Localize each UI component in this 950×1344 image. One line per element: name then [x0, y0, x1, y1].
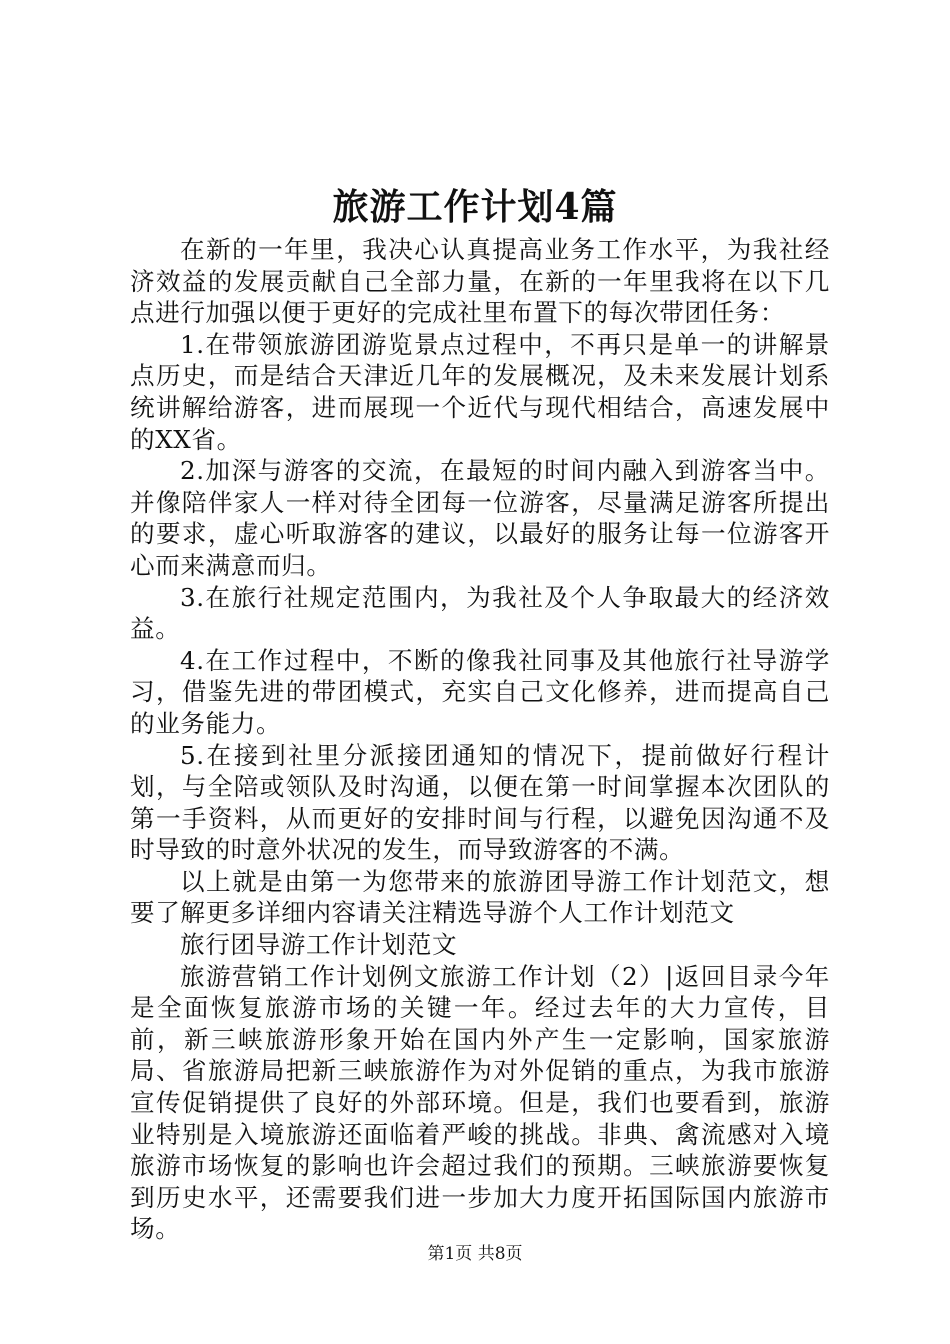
page-footer: 第1页 共8页: [427, 1244, 523, 1264]
paragraph-item-5: 5.在接到社里分派接团通知的情况下，提前做好行程计划，与全陪或领队及时沟通，以便在第一时间掌握本次团队的第一手资料，从而更好的安排时间与行程，以避免因沟通不及时导致的时意外状况的发生，而导致游客的不满。: [130, 740, 830, 865]
document-body: [130, 234, 830, 1245]
paragraph-item-2: 2.加深与游客的交流，在最短的时间内融入到游客当中。并像陪伴家人一样对待全团每一位游客，尽量满足游客所提出的要求，虚心听取游客的建议，以最好的服务让每一位游客开心而来满意而归。: [130, 456, 830, 580]
paragraph-item-1: 1.在带领旅游团游览景点过程中，不再只是单一的讲解景点历史，而是结合天津近几年的发展概况，及未来发展计划系统讲解给游客，进而展现一个近代与现代相结合，高速发展中的XX省。: [130, 329, 830, 454]
paragraph-item-4: 4.在工作过程中，不断的像我社同事及其他旅行社导游学习，借鉴先进的带团模式，充实自己文化修养，进而提高自己的业务能力。: [130, 645, 830, 738]
paragraph-intro: 在新的一年里，我决心认真提高业务工作水平，为我社经济效益的发展贡献自己全部力量，在新的一年里我将在以下几点进行加强以便于更好的完成社里布置下的每次带团任务：: [130, 235, 830, 328]
paragraph-subheading: 旅行团导游工作计划范文: [180, 930, 458, 960]
paragraph-item-3: 3.在旅行社规定范围内，为我社及个人争取最大的经济效益。: [130, 582, 830, 644]
document-title: 旅游工作计划4篇: [332, 186, 618, 228]
paragraph-summary: 以上就是由第一为您带来的旅游团导游工作计划范文，想要了解更多详细内容请关注精选导游个人工作计划范文: [130, 866, 830, 928]
paragraph-marketing: 旅游营销工作计划例文旅游工作计划（2）|返回目录今年是全面恢复旅游市场的关键一年。经过去年的大力宣传，目前，新三峡旅游形象开始在国内外产生一定影响，国家旅游局、省旅游局把新三峡旅游作为对外促销的重点，为我市旅游宣传促销提供了良好的外部环境。但是，我们也要看到，旅游业特别是入境旅游还面临着严峻的挑战。非典、禽流感对入境旅游市场恢复的影响也许会超过我们的预期。三峡旅游要恢复到历史水平，还需要我们进一步加大力度开拓国际国内旅游市场。: [130, 961, 830, 1244]
